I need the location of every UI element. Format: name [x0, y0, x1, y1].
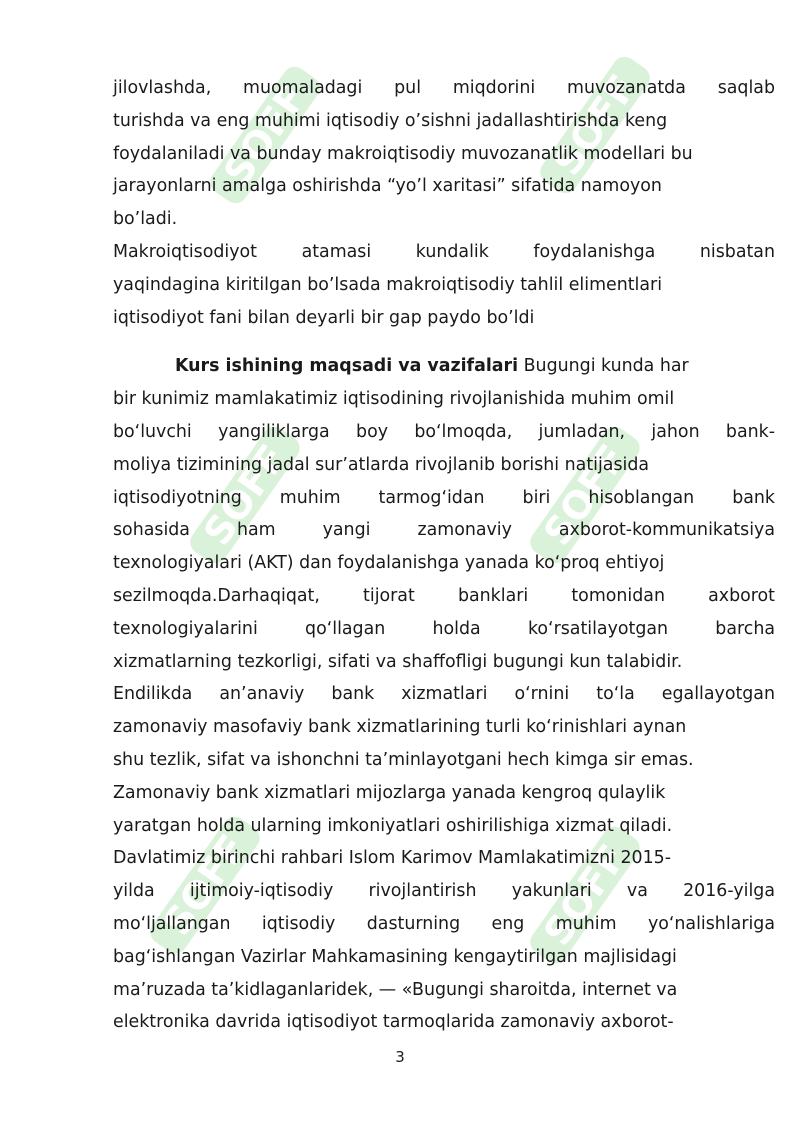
text-line: mo‘ljallangan iqtisodiy dasturning eng muhim yo‘nalishlariga	[113, 913, 775, 934]
text-line: texnologiyalarini qo‘llagan holda ko‘rsatilayotgan barcha	[113, 618, 775, 639]
text-line: turishda va eng muhimi iqtisodiy o’sishni jadallashtirishda keng	[113, 110, 668, 131]
text-line: jilovlashda, muomaladagi pul miqdorini muvozanatda saqlab	[113, 78, 775, 98]
text-line: Zamonaviy bank xizmatlari mijozlarga yanada kengroq qulaylik	[113, 782, 666, 803]
text-line: Davlatimiz birinchi rahbari Islom Karimov Mamlakatimizni 2015-	[113, 848, 672, 869]
svg-text:SOFF: SOFF	[534, 436, 636, 554]
text-line: texnologiyalari (AKT) dan foydalanishga yanada ko‘proq ehtiyoj	[113, 553, 665, 574]
text-line: yaratgan holda ularning imkoniyatlari oshirilishiga xizmat qiladi.	[113, 815, 673, 836]
text-line: jarayonlarni amalga oshirishda “yo’l xaritasi” sifatida namoyon	[113, 176, 662, 197]
text-line: zamonaviy masofaviy bank xizmatlarining turli ko‘rinishlari aynan	[113, 717, 687, 738]
text-line: elektronika davrida iqtisodiyot tarmoqlarida zamonaviy axborot-	[113, 1012, 674, 1033]
text-line: xizmatlarning tezkorligi, sifati va shaffofligi bugungi kun talabidir.	[113, 651, 683, 672]
svg-text:SOFF: SOFF	[214, 76, 316, 194]
text-line: bo‘luvchi yangiliklarga boy bo‘lmoqda, jumladan, jahon bank-	[113, 421, 775, 442]
text-line: yaqindagina kiritilgan bo’lsada makroiqtisodiy tahlil elimentlari	[113, 274, 663, 295]
svg-text:SOFF: SOFF	[544, 66, 646, 184]
text-line: moliya tizimining jadal sur’atlarda rivojlanib borishi natijasida	[113, 454, 650, 475]
document-page	[113, 72, 775, 1039]
paragraph-gap	[113, 334, 775, 350]
text-line: ma’ruzada ta’kidlaganlaridek, — «Bugungi sharoitda, internet va	[113, 979, 678, 1000]
paragraph-kurs-ishi	[113, 350, 775, 1039]
paragraph-intro	[113, 72, 775, 236]
text-line: sohasida ham yangi zamonaviy axborot-kommunikatsiya	[113, 520, 775, 541]
heading-continuation: Bugungi kunda har	[518, 356, 689, 377]
text-line: foydalaniladi va bunday makroiqtisodiy muvozanatlik modellari bu	[113, 143, 693, 164]
text-line: Endilikda an’anaviy bank xizmatlari o‘rnini to‘la egallayotgan	[113, 684, 775, 705]
paragraph-makroiqtisodiyot	[113, 236, 775, 334]
text-line: sezilmoqda.Darhaqiqat, tijorat banklari tomonidan axborot	[113, 585, 775, 606]
svg-text:SOFF: SOFF	[194, 436, 296, 554]
text-line: bir kunimiz mamlakatimiz iqtisodining rivojlanishida muhim omil	[113, 389, 675, 410]
text-line	[113, 350, 775, 383]
svg-text:SOFF: SOFF	[154, 826, 256, 944]
svg-text:SOFF: SOFF	[534, 836, 636, 954]
text-line: yilda ijtimoiy-iqtisodiy rivojlantirish yakunlari va 2016-yilga	[113, 881, 775, 902]
text-line: bag‘ishlangan Vazirlar Mahkamasining kengaytirilgan majlisidagi	[113, 946, 677, 967]
section-heading: Kurs ishining maqsadi va vazifalari	[175, 356, 519, 377]
text-line: bo’ladi.	[113, 209, 178, 230]
text-line: Makroiqtisodiyot atamasi kundalik foydalanishga nisbatan	[113, 241, 775, 262]
text-line: iqtisodiyot fani bilan deyarli bir gap paydo bo’ldi	[113, 307, 535, 328]
page-number: 3	[395, 1048, 405, 1066]
text-line: iqtisodiyotning muhim tarmog‘idan biri hisoblangan bank	[113, 487, 775, 508]
text-line: shu tezlik, sifat va ishonchni ta’minlayotgani hech kimga sir emas.	[113, 749, 694, 770]
